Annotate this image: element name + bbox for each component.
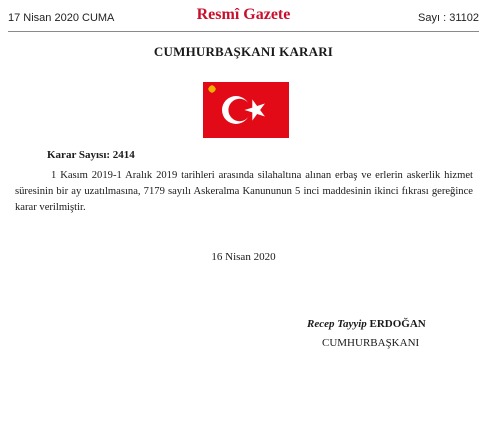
signatory-surname: ERDOĞAN	[369, 318, 426, 330]
decision-heading: CUMHURBAŞKANI KARARI	[153, 44, 334, 59]
issue-number: Sayı : 31102	[418, 12, 479, 24]
issue-date: 17 Nisan 2020 CUMA	[8, 12, 115, 24]
signatory-given-names: Recep Tayyip	[307, 318, 367, 330]
signatory-title: CUMHURBAŞKANI	[322, 337, 420, 349]
gazette-title: Resmî Gazete	[196, 6, 291, 23]
decision-body: 1 Kasım 2019-1 Aralık 2019 tarihleri arasında silahaltına alınan erbaş ve erlerin askerlik hizmet süresinin bir ay uzatılmasına, 7179 sayılı Askeralma Kanununun 5 inci maddesinin ikinci fıkrası gereğince karar verilmiştir.	[15, 170, 473, 213]
decision-date: 16 Nisan 2020	[211, 251, 276, 263]
decision-number: Karar Sayısı: 2414	[47, 149, 135, 161]
header-divider	[8, 31, 479, 32]
turkish-flag-icon	[203, 82, 289, 138]
signatory-name	[307, 318, 426, 330]
